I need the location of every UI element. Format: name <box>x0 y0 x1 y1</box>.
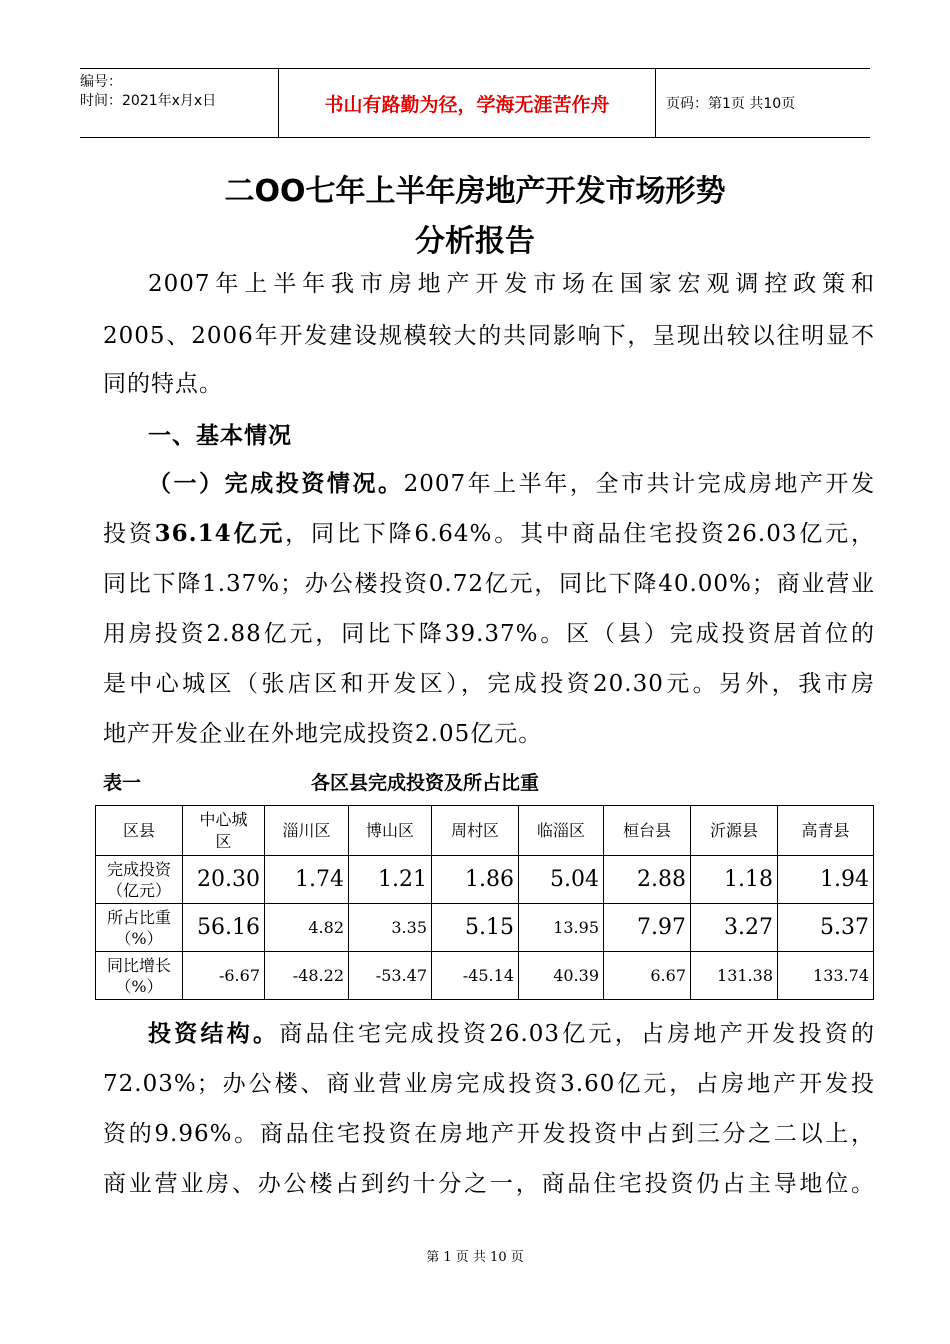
table-label: 表一 <box>103 772 142 794</box>
table-cell: 7.97 <box>604 904 691 952</box>
table-header-row <box>96 806 874 856</box>
table-cell: 5.15 <box>432 904 519 952</box>
table-cell: 1.18 <box>691 856 778 904</box>
intro-line-1: 2007年上半年我市房地产开发市场在国家宏观调控政策和 <box>148 271 875 297</box>
structure-line-1: 投资结构。商品住宅完成投资26.03亿元，占房地产开发投资的 <box>148 1021 875 1047</box>
table-cell: 40.39 <box>519 952 604 1000</box>
table-cell: -53.47 <box>349 952 432 1000</box>
structure-line-3: 资的9.96%。商品住宅投资在房地产开发投资中占到三分之二以上， <box>103 1121 875 1147</box>
table-cell: 131.38 <box>691 952 778 1000</box>
table-column-header: 沂源县 <box>691 806 778 856</box>
table-cell: 56.16 <box>183 904 265 952</box>
page-header <box>80 68 870 138</box>
page-footer: 第 1 页 共 10 页 <box>426 1250 524 1265</box>
table-cell: 2.88 <box>604 856 691 904</box>
structure-line-2: 72.03%；办公楼、商业营业房完成投资3.60亿元，占房地产开发投 <box>103 1071 875 1097</box>
table-row <box>96 856 874 904</box>
investment-line-4: 用房投资2.88亿元，同比下降39.37%。区（县）完成投资居首位的 <box>103 621 875 647</box>
header-page-info: 页码：第1页 共10页 <box>666 96 796 112</box>
table-column-header: 周村区 <box>432 806 519 856</box>
table-corner: 区县 <box>96 806 183 856</box>
table-cell: 1.86 <box>432 856 519 904</box>
table-title: 各区县完成投资及所占比重 <box>311 772 540 794</box>
table-cell: 5.37 <box>778 904 874 952</box>
table-row <box>96 904 874 952</box>
table-row-label: 所占比重（%） <box>96 904 183 952</box>
table-column-header: 淄川区 <box>265 806 349 856</box>
table-column-header: 桓台县 <box>604 806 691 856</box>
investment-line-3: 同比下降1.37%；办公楼投资0.72亿元，同比下降40.00%；商业营业 <box>103 571 875 597</box>
investment-line-6: 地产开发企业在外地完成投资2.05亿元。 <box>103 721 543 747</box>
table-row-label: 同比增长（%） <box>96 952 183 1000</box>
table-column-header: 中心城区 <box>183 806 265 856</box>
structure-lead: 投资结构。 <box>148 1021 280 1047</box>
investment-lead: （一）完成投资情况。 <box>148 471 404 497</box>
header-meta <box>80 69 278 141</box>
document-title-line1: 二OO七年上半年房地产开发市场形势 <box>224 174 726 209</box>
table-column-header: 博山区 <box>349 806 432 856</box>
document-time: 时间：2021年x月x日 <box>80 93 217 109</box>
header-motto: 书山有路勤为径，学海无涯苦作舟 <box>278 69 656 137</box>
table-cell: 13.95 <box>519 904 604 952</box>
table-cell: 1.74 <box>265 856 349 904</box>
document-title-line2: 分析报告 <box>415 224 535 259</box>
table-cell: -48.22 <box>265 952 349 1000</box>
table-cell: -6.67 <box>183 952 265 1000</box>
total-investment: 36.14亿元 <box>154 520 286 547</box>
table-cell: 133.74 <box>778 952 874 1000</box>
table-cell: -45.14 <box>432 952 519 1000</box>
document-number: 编号： <box>80 74 122 90</box>
table-cell: 1.21 <box>349 856 432 904</box>
table-cell: 1.94 <box>778 856 874 904</box>
table-cell: 3.35 <box>349 904 432 952</box>
intro-line-2: 2005、2006年开发建设规模较大的共同影响下，呈现出较以往明显不 <box>103 323 875 349</box>
district-investment-table <box>95 805 874 1000</box>
table-cell: 6.67 <box>604 952 691 1000</box>
table-cell: 4.82 <box>265 904 349 952</box>
table-column-header: 高青县 <box>778 806 874 856</box>
table-cell: 5.04 <box>519 856 604 904</box>
section-heading-basic: 一、基本情况 <box>148 423 292 449</box>
intro-line-3: 同的特点。 <box>103 371 223 397</box>
table-column-header: 临淄区 <box>519 806 604 856</box>
table-cell: 3.27 <box>691 904 778 952</box>
investment-line-2: 投资36.14亿元，同比下降6.64%。其中商品住宅投资26.03亿元， <box>103 520 875 547</box>
table-row <box>96 952 874 1000</box>
table-cell: 20.30 <box>183 856 265 904</box>
structure-line-4: 商业营业房、办公楼占到约十分之一，商品住宅投资仍占主导地位。 <box>103 1171 875 1197</box>
investment-line-1: （一）完成投资情况。2007年上半年，全市共计完成房地产开发 <box>148 471 875 497</box>
investment-line-5: 是中心城区（张店区和开发区），完成投资20.30元。另外，我市房 <box>103 671 875 697</box>
table-row-label: 完成投资（亿元） <box>96 856 183 904</box>
